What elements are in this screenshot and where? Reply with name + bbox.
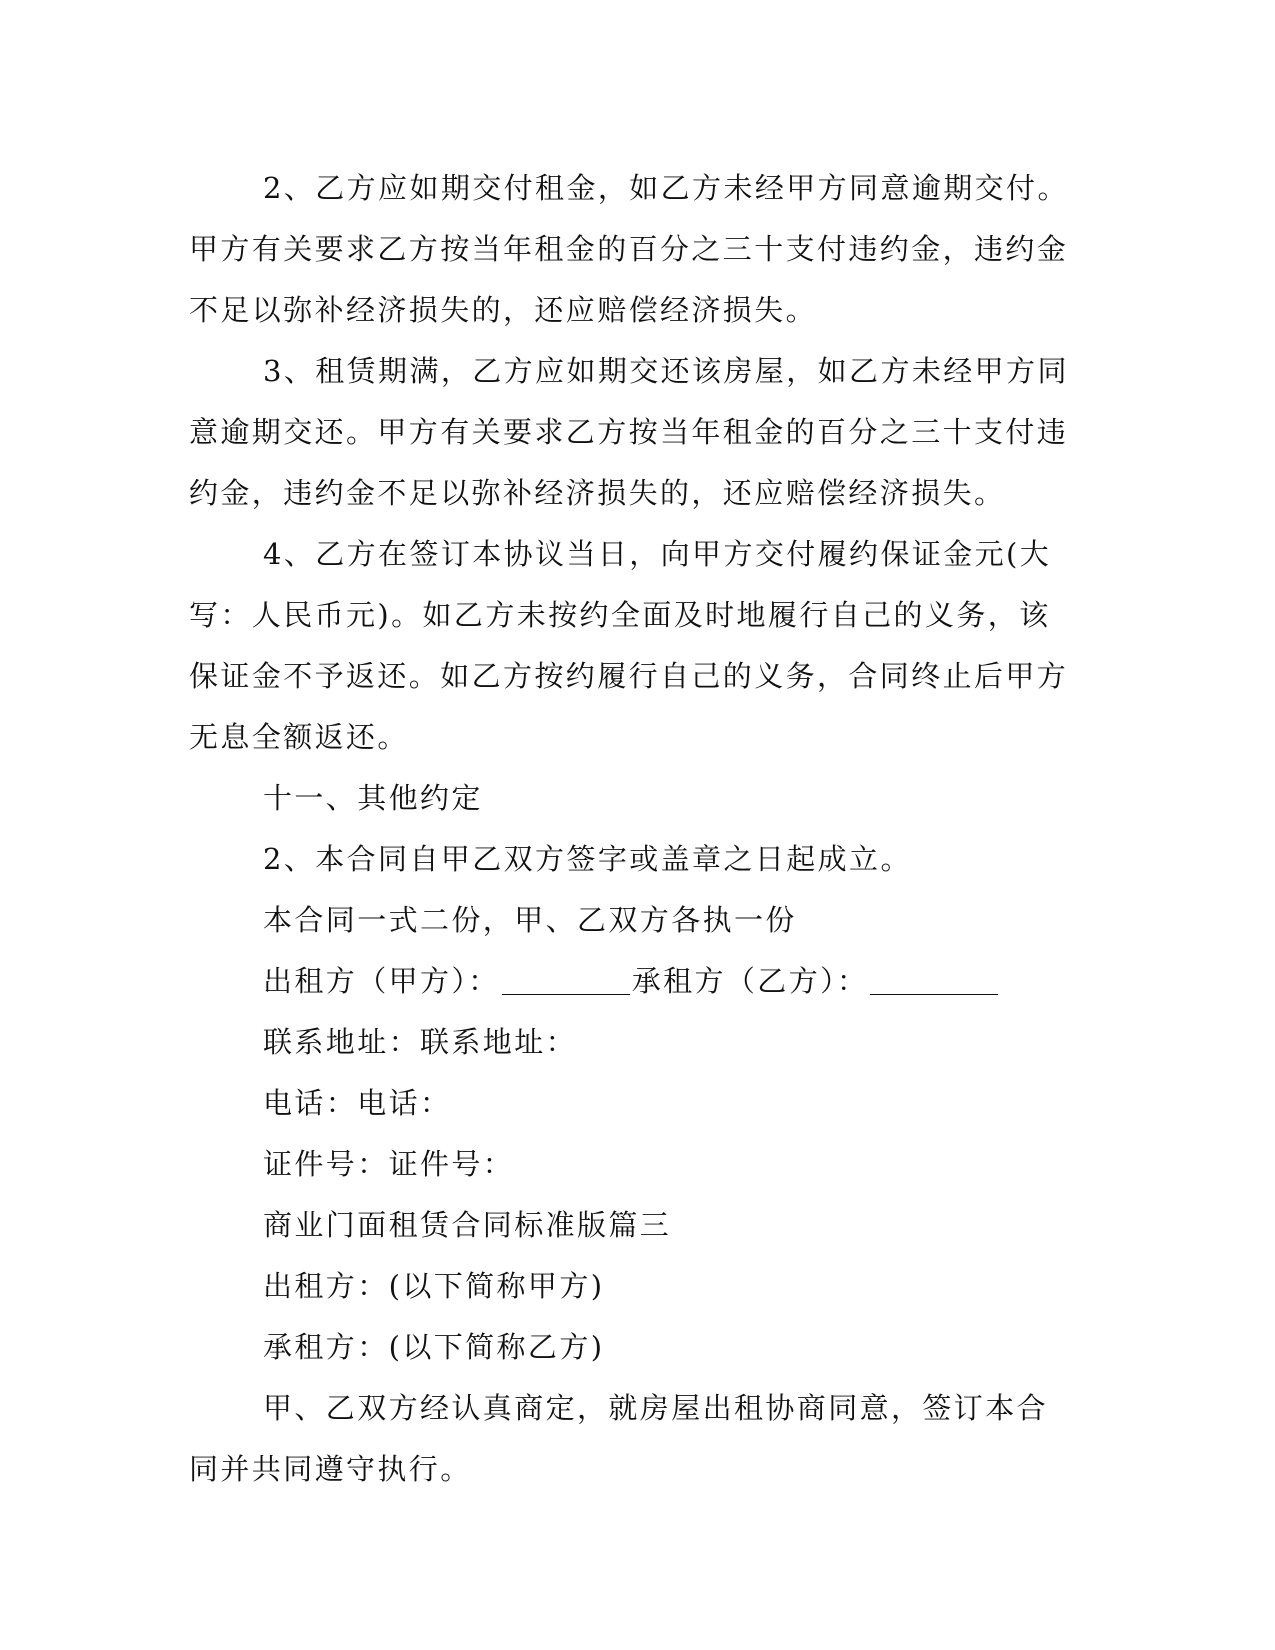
contract-title: 商业门面租赁合同标准版篇三 <box>263 1208 672 1242</box>
phone-line: 电话：电话： <box>263 1086 452 1120</box>
preamble-paragraph: 甲、乙双方经认真商定，就房屋出租协商同意，签订本合同并共同遵守执行。 <box>189 1391 1049 1486</box>
lessee-signature-blank <box>870 962 998 995</box>
lessee-label: 承租方（乙方）： <box>631 964 869 998</box>
lessor-signature-blank <box>502 962 630 995</box>
address-line: 联系地址：联系地址： <box>263 1025 578 1059</box>
copies-statement: 本合同一式二份，甲、乙双方各执一份 <box>263 903 797 937</box>
clause-paragraph: 4、乙方在签订本协议当日，向甲方交付履约保证金元(大写：人民币元)。如乙方未按约全面及时地履行自己的义务，该保证金不予返还。如乙方按约履行自己的义务，合同终止后甲方无息全额返还。 <box>189 537 1069 754</box>
lessee-line: 承租方：(以下简称乙方) <box>263 1330 605 1364</box>
clause-paragraph: 3、租赁期满，乙方应如期交还该房屋，如乙方未经甲方同意逾期交还。甲方有关要求乙方按当年租金的百分之三十支付违约金，违约金不足以弥补经济损失的，还应赔偿经济损失。 <box>189 354 1069 510</box>
section-heading: 十一、其他约定 <box>263 781 483 815</box>
lessor-label: 出租方（甲方）： <box>263 964 500 998</box>
clause-paragraph: 2、本合同自甲乙双方签字或盖章之日起成立。 <box>263 842 912 876</box>
signature-line <box>189 951 1079 1012</box>
clause-paragraph: 2、乙方应如期交付租金，如乙方未经甲方同意逾期交付。甲方有关要求乙方按当年租金的百分之三十支付违约金，违约金不足以弥补经济损失的，还应赔偿经济损失。 <box>189 171 1069 327</box>
lessor-line: 出租方：(以下简称甲方) <box>263 1269 605 1303</box>
document-body <box>189 158 1079 1500</box>
id-number-line: 证件号：证件号： <box>263 1147 515 1181</box>
